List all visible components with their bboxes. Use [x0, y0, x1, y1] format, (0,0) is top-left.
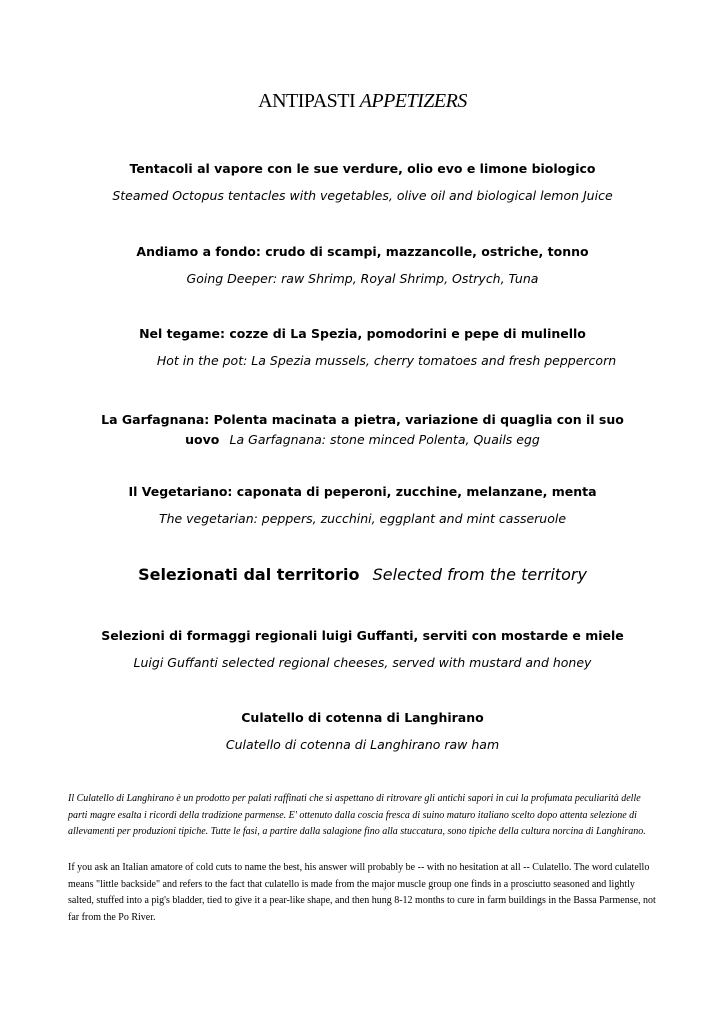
dish-name-italian: Tentacoli al vapore con le sue verdure, olio evo e limone biologico: [129, 161, 596, 176]
dish-name-english: Going Deeper: raw Shrimp, Royal Shrimp, Ostrych, Tuna: [186, 271, 539, 286]
dish-name-italian: Selezioni di formaggi regionali luigi Guffanti, serviti con mostarde e miele: [101, 628, 624, 643]
title-italian: ANTIPASTI: [258, 90, 356, 112]
culatello-note-english: If you ask an Italian amatore of cold cuts to name the best, his answer will probably be -- with no hesitation at all -- Culatello. The word culatello means "little backside" and refers to the fact that culatello is made from the major muscle group one finds in a prosciutto seasoned and lightly salted, stuffed into a pig's bladder, tied to give it a pear-like shape, and then hung 8-12 months to cure in farm buildings in the Bassa Parmense, not far from the Po River.: [68, 862, 656, 923]
dish-vegetarian: [60, 483, 665, 528]
dish-name-english: Luigi Guffanti selected regional cheeses, served with mustard and honey: [133, 655, 592, 670]
culatello-note-italian: Il Culatello di Langhirano è un prodotto per palati raffinati che si aspettano di ritrovare gli antichi sapori in cui la profumata peculiarità delle parti magre esalta i ricordi della tradizione parmense. E' ottenuto dalla coscia fresca di suino maturo italiano scelto dopo attenta selezione di allevamenti per produzioni tipiche. Tutte le fasi, a partire dalla salagione fino alla stuccatura, sono tipiche della cultura norcina di Langhirano.: [68, 793, 646, 837]
dish-name-english: Steamed Octopus tentacles with vegetables, olive oil and biological lemon Juice: [112, 188, 613, 203]
dish-mussels: [60, 325, 665, 370]
dish-octopus: [60, 160, 665, 205]
dish-garfagnana: [85, 409, 640, 449]
title-english: APPETIZERS: [359, 90, 467, 112]
dish-name-english: Culatello di cotenna di Langhirano raw ham: [225, 737, 500, 752]
dish-raw-seafood: [60, 243, 665, 288]
dish-name-english: Hot in the pot: La Spezia mussels, cherry tomatoes and fresh peppercorn: [156, 353, 617, 368]
dish-name-italian: La Garfagnana: Polenta macinata a pietra, variazione di quaglia con il suo uovo: [101, 412, 624, 447]
dish-culatello: [60, 709, 665, 754]
section-heading-italian: Selezionati dal territorio: [138, 565, 360, 584]
dish-name-italian: Nel tegame: cozze di La Spezia, pomodorini e pepe di mulinello: [139, 326, 586, 341]
section-heading: [0, 565, 725, 584]
dish-cheeses: [60, 627, 665, 672]
dish-name-english: The vegetarian: peppers, zucchini, eggplant and mint casseruole: [158, 511, 567, 526]
dish-name-italian: Culatello di cotenna di Langhirano: [241, 710, 484, 725]
dish-name-english: La Garfagnana: stone minced Polenta, Quails egg: [229, 432, 540, 447]
dish-name-italian: Il Vegetariano: caponata di peperoni, zucchine, melanzane, menta: [128, 484, 597, 499]
dish-name-italian: Andiamo a fondo: crudo di scampi, mazzancolle, ostriche, tonno: [136, 244, 589, 259]
section-heading-english: Selected from the territory: [372, 565, 587, 584]
page-title: [0, 90, 725, 113]
